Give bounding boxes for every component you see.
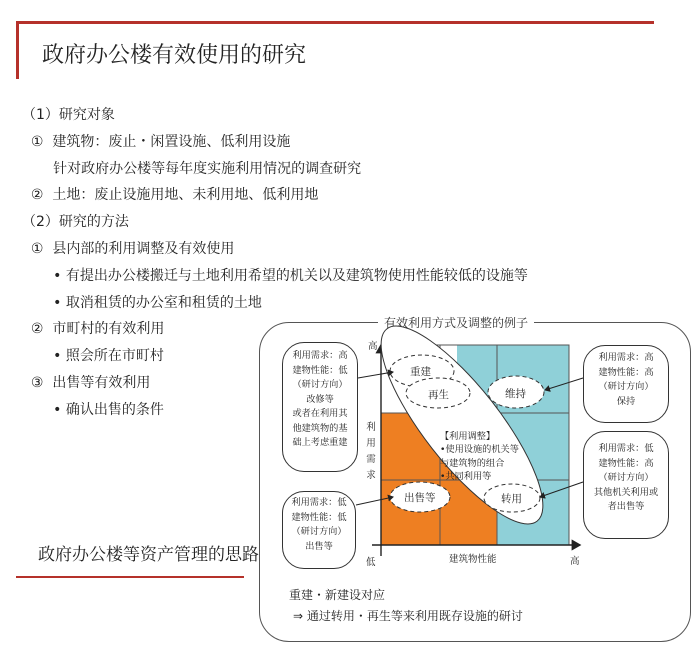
callout-line: （研讨方向）	[598, 381, 654, 392]
callout-line: 建物性能：高	[598, 457, 654, 469]
callout-line: 保持	[616, 395, 636, 407]
callout-line: 其他机关利用或	[593, 486, 659, 498]
outline-item: 针对政府办公楼等每年度实施利用情况的调查研究	[22, 160, 362, 177]
y-axis-low: 低	[366, 557, 376, 568]
adjustment-line: •共同利用等	[440, 470, 492, 482]
outline-item: ① 县内部的利用调整及有效使用	[22, 240, 235, 257]
adjustment-line: 与建筑物的组合	[440, 457, 505, 469]
adjustment-line: 【利用调整】	[440, 431, 496, 442]
outline-item: ① 建筑物：废止・闲置设施、低利用设施	[22, 133, 291, 150]
callout-line: 利用需求：高	[598, 352, 654, 363]
callout-line: （研讨方向）	[291, 526, 347, 537]
outline-item: • 确认出售的条件	[22, 401, 164, 418]
regenerate-label: 再生	[428, 389, 449, 401]
callout-line: 利用需求：低	[291, 497, 347, 508]
diagram-title: 有效利用方式及调整的例子	[378, 314, 534, 331]
outline-item: （2）研究的方法	[22, 214, 129, 231]
outline-item: ② 市町村的有效利用	[22, 321, 165, 338]
callout-line: （研讨方向）	[598, 472, 654, 483]
callout-line: 出售等	[305, 540, 333, 552]
outline-item: （1）研究对象	[22, 107, 115, 123]
outline-item: • 照会所在市町村	[22, 348, 164, 365]
note-line: ⇒ 通过转用・再生等来利用既存设施的研讨	[293, 609, 523, 623]
y-axis-high: 高	[368, 341, 378, 352]
adjustment-text	[440, 430, 519, 483]
callout-line: 建物性能：低	[291, 511, 347, 523]
outline-item: ② 土地：废止设施用地、未利用地、低利用地	[22, 187, 319, 204]
callout-line: 建物性能：高	[598, 366, 654, 378]
sell-label: 出售等	[404, 492, 436, 504]
outline-item: • 有提出办公楼搬迁与土地利用希望的机关以及建筑物使用性能较低的设施等	[22, 267, 528, 284]
callout-line: 改修等	[306, 393, 334, 405]
note-line: 重建・新建设对应	[289, 588, 386, 602]
callout-line: （研讨方向）	[292, 379, 348, 390]
rebuild-label: 重建	[410, 366, 431, 378]
callout-line: 者出售等	[607, 501, 645, 512]
page-title: 政府办公楼有效使用的研究	[42, 43, 307, 68]
callout-line: 利用需求：低	[598, 443, 654, 454]
callout-line: 或者在利用其	[292, 408, 348, 419]
diagram-notes	[289, 585, 523, 627]
callout-bottom-left	[282, 491, 356, 569]
callout-line: 利用需求：高	[292, 350, 348, 361]
transfer-label: 转用	[501, 493, 522, 505]
y-axis-label: 利用需求	[366, 422, 376, 481]
callout-line: 础上考虑重建	[292, 437, 348, 448]
outline-item: • 取消租赁的办公室和租赁的土地	[22, 294, 262, 311]
callout-top-left	[282, 342, 358, 472]
x-axis-label: 建筑物性能	[449, 554, 497, 565]
subheading: 政府办公楼等资产管理的思路	[38, 545, 259, 565]
adjustment-line: •使用设施的机关等	[440, 444, 519, 456]
callout-line: 他建筑物的基	[292, 422, 348, 434]
maintain-label: 维持	[505, 388, 526, 400]
callout-bottom-right	[583, 431, 669, 539]
x-axis-high: 高	[570, 556, 580, 567]
outline-item: ③ 出售等有效利用	[22, 374, 151, 391]
callout-line: 建物性能：低	[292, 364, 348, 376]
callout-top-right	[583, 345, 669, 423]
